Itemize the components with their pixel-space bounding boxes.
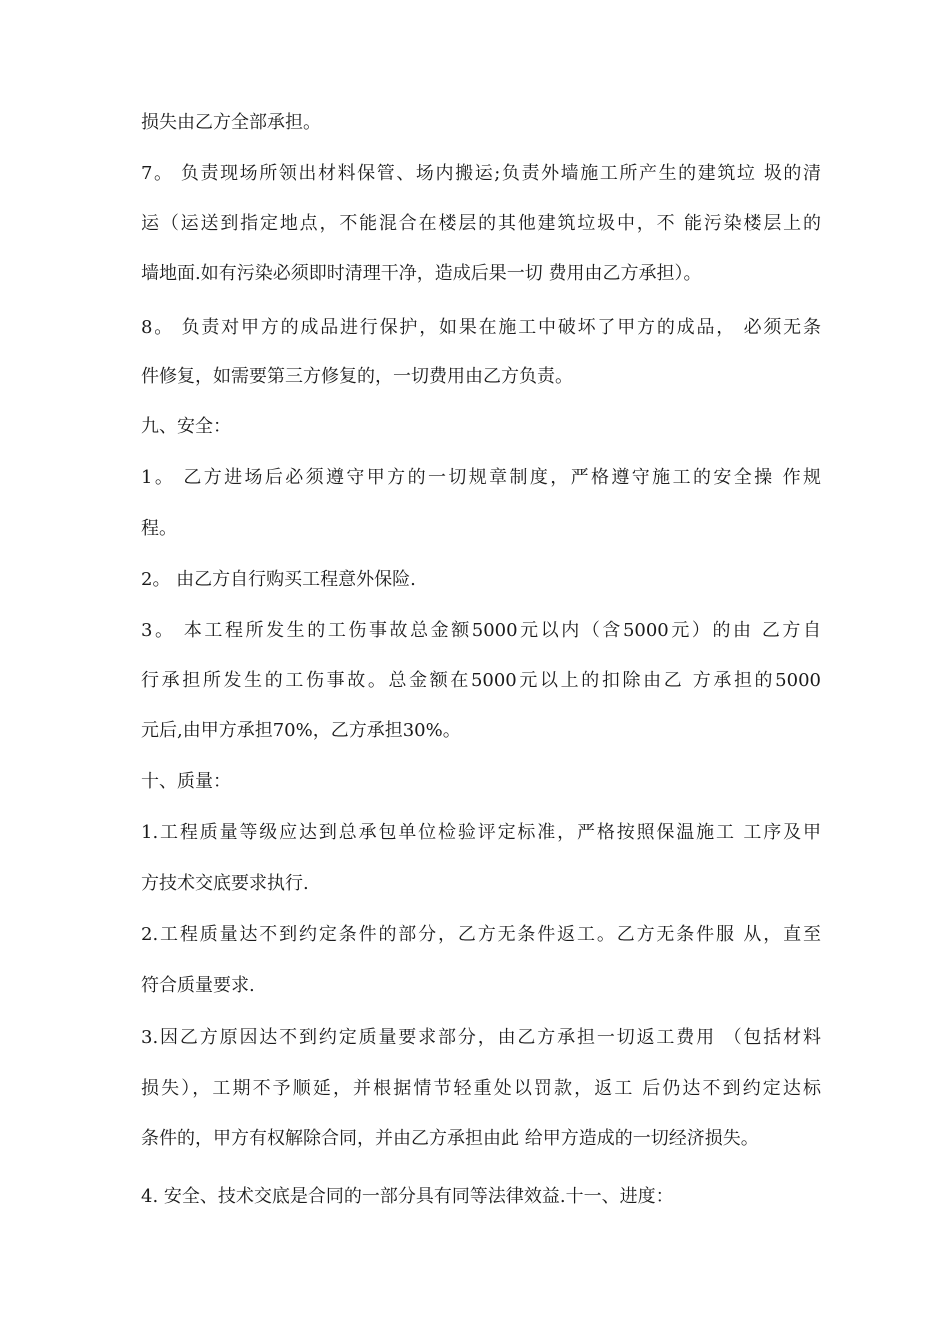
text-line: 条件的，甲方有权解除合同，并由乙方承担由此 给甲方造成的一切经济损失。 (141, 1128, 759, 1149)
text-line: 3.因乙方原因达不到约定质量要求部分，由乙方承担一切返工费用 （包括材料 (141, 1027, 821, 1048)
text-line: 2.工程质量达不到约定条件的部分，乙方无条件返工。乙方无条件服 从，直至 (141, 924, 821, 945)
text-line: 行承担所发生的工伤事故。总金额在5000元以上的扣除由乙 方承担的5000 (141, 670, 821, 691)
text-line: 7。 负责现场所领出材料保管、场内搬运;负责外墙施工所产生的建筑垃 圾的清 (141, 163, 821, 184)
section-heading: 九、安全： (141, 416, 231, 437)
text-line: 3。 本工程所发生的工伤事故总金额5000元以内（含5000元）的由 乙方自 (141, 620, 821, 641)
text-line: 墙地面.如有污染必须即时清理干净，造成后果一切 费用由乙方承担）。 (141, 263, 702, 284)
text-line: 1。 乙方进场后必须遵守甲方的一切规章制度，严格遵守施工的安全操 作规 (141, 467, 821, 488)
text-line: 程。 (141, 518, 177, 539)
text-line: 运（运送到指定地点，不能混合在楼层的其他建筑垃圾中，不 能污染楼层上的 (141, 213, 821, 234)
text-line: 2。 由乙方自行购买工程意外保险. (141, 569, 416, 590)
text-line: 方技术交底要求执行. (141, 873, 309, 894)
text-line: 8。 负责对甲方的成品进行保护，如果在施工中破坏了甲方的成品， 必须无条 (141, 317, 821, 338)
text-line: 4. 安全、技术交底是合同的一部分具有同等法律效益.十一、进度： (141, 1186, 674, 1207)
section-heading: 十、质量： (141, 771, 231, 792)
text-line: 件修复，如需要第三方修复的，一切费用由乙方负责。 (141, 366, 573, 387)
text-line: 符合质量要求. (141, 975, 255, 996)
text-line: 损失由乙方全部承担。 (141, 112, 321, 133)
text-line: 1.工程质量等级应达到总承包单位检验评定标准，严格按照保温施工 工序及甲 (141, 822, 821, 843)
text-line: 损失），工期不予顺延，并根据情节轻重处以罚款，返工 后仍达不到约定达标 (141, 1078, 821, 1099)
text-line: 元后,由甲方承担70%，乙方承担30%。 (141, 720, 461, 741)
